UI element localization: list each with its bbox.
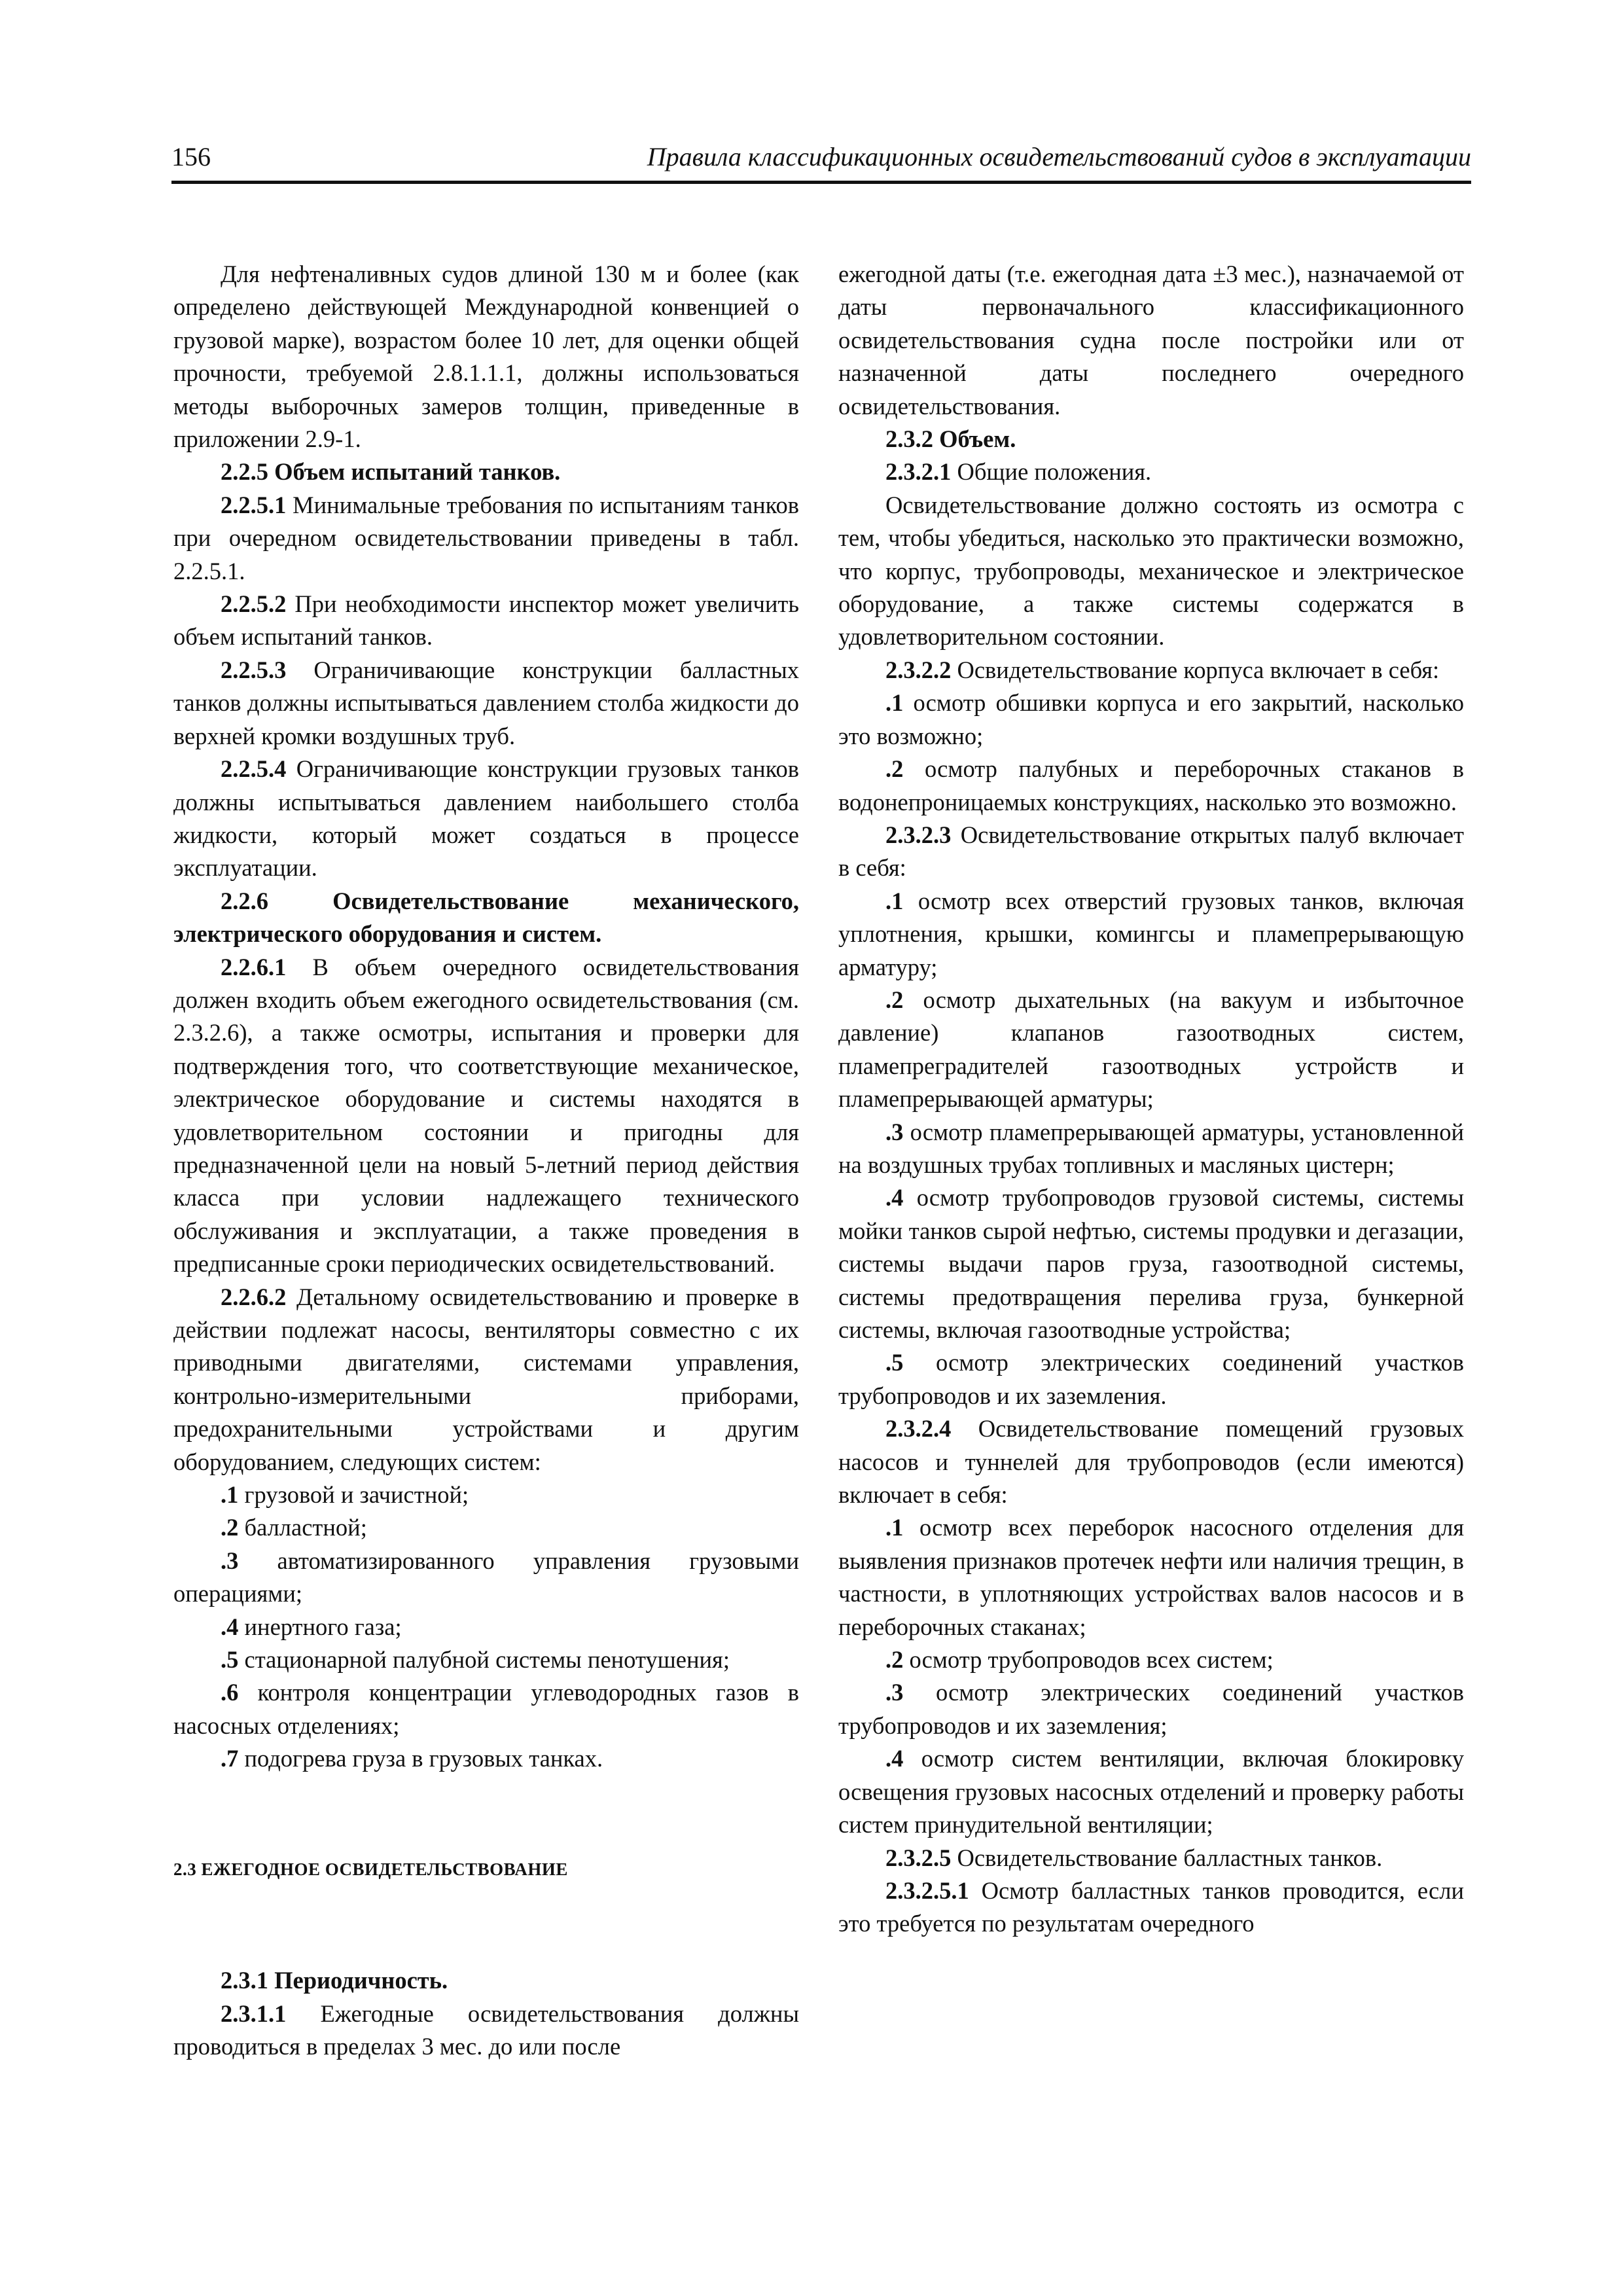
paragraph <box>173 1479 799 1511</box>
clause-number: 2.3.2.4 <box>885 1415 952 1443</box>
paragraph <box>838 489 1464 654</box>
clause-number: .7 <box>221 1745 239 1772</box>
paragraph <box>838 1842 1464 1874</box>
paragraph <box>838 654 1464 687</box>
paragraph <box>838 819 1464 885</box>
paragraph <box>838 1643 1464 1676</box>
clause-number: .2 <box>885 1646 904 1674</box>
paragraph-text: инертного газа; <box>238 1613 402 1640</box>
paragraph <box>838 885 1464 984</box>
paragraph <box>173 1545 799 1611</box>
paragraph <box>173 654 799 753</box>
paragraph <box>838 753 1464 819</box>
paragraph-text: автоматизированного управления грузовыми операциями; <box>173 1547 799 1607</box>
paragraph <box>173 1676 799 1742</box>
paragraph <box>173 951 799 1281</box>
paragraph <box>173 1611 799 1643</box>
paragraph <box>838 1676 1464 1742</box>
paragraph <box>838 1116 1464 1182</box>
paragraph <box>838 984 1464 1116</box>
clause-number: .4 <box>221 1613 239 1640</box>
paragraph-text: балластной; <box>238 1514 367 1541</box>
paragraph-text: ежегодной даты (т.е. ежегодная дата ±3 мес.), назначаемой от даты первоначального классификационного освидетельствования судна после постройки или от назначенной даты последнего очередного освидетельствования. <box>838 260 1464 420</box>
paragraph-text: осмотр трубопроводов грузовой системы, системы мойки танков сырой нефтью, системы продувки и дегазации, системы выдачи паров груза, газоотводной системы, системы предотвращения перелива груза, бункерной системы, включая газоотводные устройства; <box>838 1184 1464 1343</box>
section-title: 2.3 ЕЖЕГОДНОЕ ОСВИДЕТЕЛЬСТВОВАНИЕ <box>173 1859 568 1879</box>
clause-number: 2.2.6.1 <box>221 953 287 980</box>
paragraph-text: Для нефтеналивных судов длиной 130 м и более (как определено действующей Международной конвенцией о грузовой марке), возрастом более 10 лет, для оценки общей прочности, требуемой 2.8.1.1.1, должны использоваться методы выборочных замеров толщин, приведенные в приложении 2.9-1. <box>173 260 799 453</box>
clause-number: .6 <box>221 1679 239 1706</box>
clause-number: .4 <box>885 1745 904 1772</box>
clause-number: 2.3.2.1 <box>885 458 952 486</box>
paragraph-text: Ограничивающие конструкции балластных танков должны испытываться давлением столба жидкости до верхней кромки воздушных труб. <box>173 656 799 749</box>
paragraph <box>838 1742 1464 1841</box>
clause-number: .3 <box>885 1118 904 1145</box>
clause-number: .3 <box>221 1547 239 1574</box>
page-header <box>171 139 1471 184</box>
paragraph <box>838 1346 1464 1412</box>
paragraph <box>173 753 799 885</box>
paragraph-text: Общие положения. <box>951 458 1152 486</box>
paragraph-text: осмотр дыхательных (на вакуум и избыточное давление) клапанов газоотводных систем, пламепреградителей газоотводных устройств и пламепрерывающей арматуры; <box>838 986 1464 1113</box>
paragraph-text: осмотр трубопроводов всех систем; <box>903 1646 1274 1674</box>
paragraph <box>838 258 1464 423</box>
subsection-heading: 2.2.6 Освидетельствование механического, электрического оборудования и систем. <box>173 887 799 948</box>
clause-number: .2 <box>885 755 904 783</box>
clause-number: .5 <box>221 1646 239 1674</box>
right-column <box>838 258 1464 1941</box>
paragraph <box>838 687 1464 753</box>
paragraph-text: Освидетельствование корпуса включает в себя: <box>951 656 1440 683</box>
left-column <box>173 258 799 2063</box>
clause-number: 2.2.6.2 <box>221 1283 287 1310</box>
clause-number: 2.3.2.5 <box>885 1844 952 1871</box>
paragraph <box>838 456 1464 488</box>
paragraph <box>173 1998 799 2064</box>
clause-number: .1 <box>885 887 904 914</box>
paragraph-text: Осмотр балластных танков проводится, если это требуется по результатам очередного <box>838 1876 1464 1937</box>
paragraph-text: Освидетельствование помещений грузовых насосов и туннелей для трубопроводов (если имеются) включает в себя: <box>838 1415 1464 1509</box>
clause-number: 2.3.2.2 <box>885 656 952 683</box>
paragraph <box>838 1511 1464 1643</box>
paragraph-text: В объем очередного освидетельствования должен входить объем ежегодного освидетельствования (см. 2.3.2.6), а также осмотры, испытания и проверки для подтверждения того, что соответствующие механическое, электрическое оборудование и системы находятся в удовлетворительном состоянии и пригодны для предназначенной цели на новый 5-летний период действия класса при условии надлежащего технического обслуживания и эксплуатации, а также проведения в предписанные сроки периодических освидетельствований. <box>173 953 799 1278</box>
paragraph <box>173 588 799 654</box>
paragraph-text: осмотр электрических соединений участков трубопроводов и их заземления. <box>838 1349 1464 1409</box>
paragraph-text: контроля концентрации углеводородных газов в насосных отделениях; <box>173 1679 799 1739</box>
paragraph-text: стационарной палубной системы пенотушения; <box>238 1646 730 1674</box>
paragraph-text: осмотр обшивки корпуса и его закрытий, насколько это возможно; <box>838 689 1464 749</box>
paragraph-text: осмотр электрических соединений участков трубопроводов и их заземления; <box>838 1679 1464 1739</box>
clause-number: .4 <box>885 1184 904 1211</box>
page-number: 156 <box>171 142 211 171</box>
clause-number: .3 <box>885 1679 904 1706</box>
running-title: Правила классификационных освидетельствований судов в эксплуатации <box>647 142 1471 171</box>
paragraph <box>173 1643 799 1676</box>
clause-number: 2.3.2.3 <box>885 821 952 848</box>
clause-number: .5 <box>885 1349 904 1376</box>
paragraph-text: Освидетельствование должно состоять из осмотра с тем, чтобы убедиться, насколько это практически возможно, что корпус, трубопроводы, механическое и электрическое оборудование, а также системы содержатся в удовлетворительном состоянии. <box>838 491 1464 651</box>
paragraph-text: Освидетельствование балластных танков. <box>951 1844 1383 1871</box>
clause-number: 2.3.2.5.1 <box>885 1876 969 1904</box>
subsection-heading: 2.3.2 Объем. <box>885 425 1016 453</box>
subsection-heading: 2.2.5 Объем испытаний танков. <box>221 458 561 486</box>
paragraph-text: Ограничивающие конструкции грузовых танков должны испытываться давлением наибольшего столба жидкости, который может создаться в процессе эксплуатации. <box>173 755 799 882</box>
clause-number: 2.2.5.1 <box>221 491 287 518</box>
paragraph-text: осмотр систем вентиляции, включая блокировку освещения грузовых насосных отделений и проверку работы систем принудительной вентиляции; <box>838 1745 1464 1839</box>
paragraph-text: осмотр всех переборок насосного отделения для выявления признаков протечек нефти или наличия трещин, в частности, в уплотняющих устройствах валов насосов и в переборочных стаканах; <box>838 1514 1464 1640</box>
paragraph-text: Детальному освидетельствованию и проверке в действии подлежат насосы, вентиляторы совместно с их приводными двигателями, системами управления, контрольно-измерительными приборами, предохранительными устройствами и другим оборудованием, следующих систем: <box>173 1283 799 1475</box>
paragraph <box>173 489 799 588</box>
clause-number: 2.3.1.1 <box>221 2000 287 2027</box>
clause-number: .2 <box>221 1514 239 1541</box>
clause-number: .1 <box>885 689 904 717</box>
paragraph-text: осмотр всех отверстий грузовых танков, включая уплотнения, крышки, комингсы и пламепрерывающую арматуру; <box>838 887 1464 980</box>
paragraph-text: Ежегодные освидетельствования должны проводиться в пределах 3 мес. до или после <box>173 2000 799 2060</box>
clause-number: 2.2.5.4 <box>221 755 287 783</box>
paragraph <box>173 1511 799 1544</box>
subsection-heading: 2.3.1 Периодичность. <box>221 1967 448 1994</box>
paragraph <box>173 1742 799 1775</box>
paragraph <box>838 1412 1464 1511</box>
paragraph-text: грузовой и зачистной; <box>238 1481 469 1509</box>
paragraph <box>838 1874 1464 1941</box>
paragraph-text: Минимальные требования по испытаниям танков при очередном освидетельствовании приведены в табл. 2.2.5.1. <box>173 491 799 584</box>
clause-number: .1 <box>885 1514 904 1541</box>
paragraph-text: осмотр палубных и переборочных стаканов в водонепроницаемых конструкциях, насколько это возможно. <box>838 755 1464 816</box>
paragraph-text: Освидетельствование открытых палуб включает в себя: <box>838 821 1464 882</box>
paragraph-text: подогрева груза в грузовых танках. <box>238 1745 603 1772</box>
clause-number: 2.2.5.3 <box>221 656 287 683</box>
paragraph-text: осмотр пламепрерывающей арматуры, установленной на воздушных трубах топливных и масляных цистерн; <box>838 1118 1464 1178</box>
paragraph-text: При необходимости инспектор может увеличить объем испытаний танков. <box>173 590 799 651</box>
clause-number: .2 <box>885 986 904 1013</box>
paragraph <box>838 1181 1464 1346</box>
clause-number: 2.2.5.2 <box>221 590 287 618</box>
paragraph <box>173 1281 799 1479</box>
paragraph <box>173 258 799 456</box>
clause-number: .1 <box>221 1481 239 1509</box>
